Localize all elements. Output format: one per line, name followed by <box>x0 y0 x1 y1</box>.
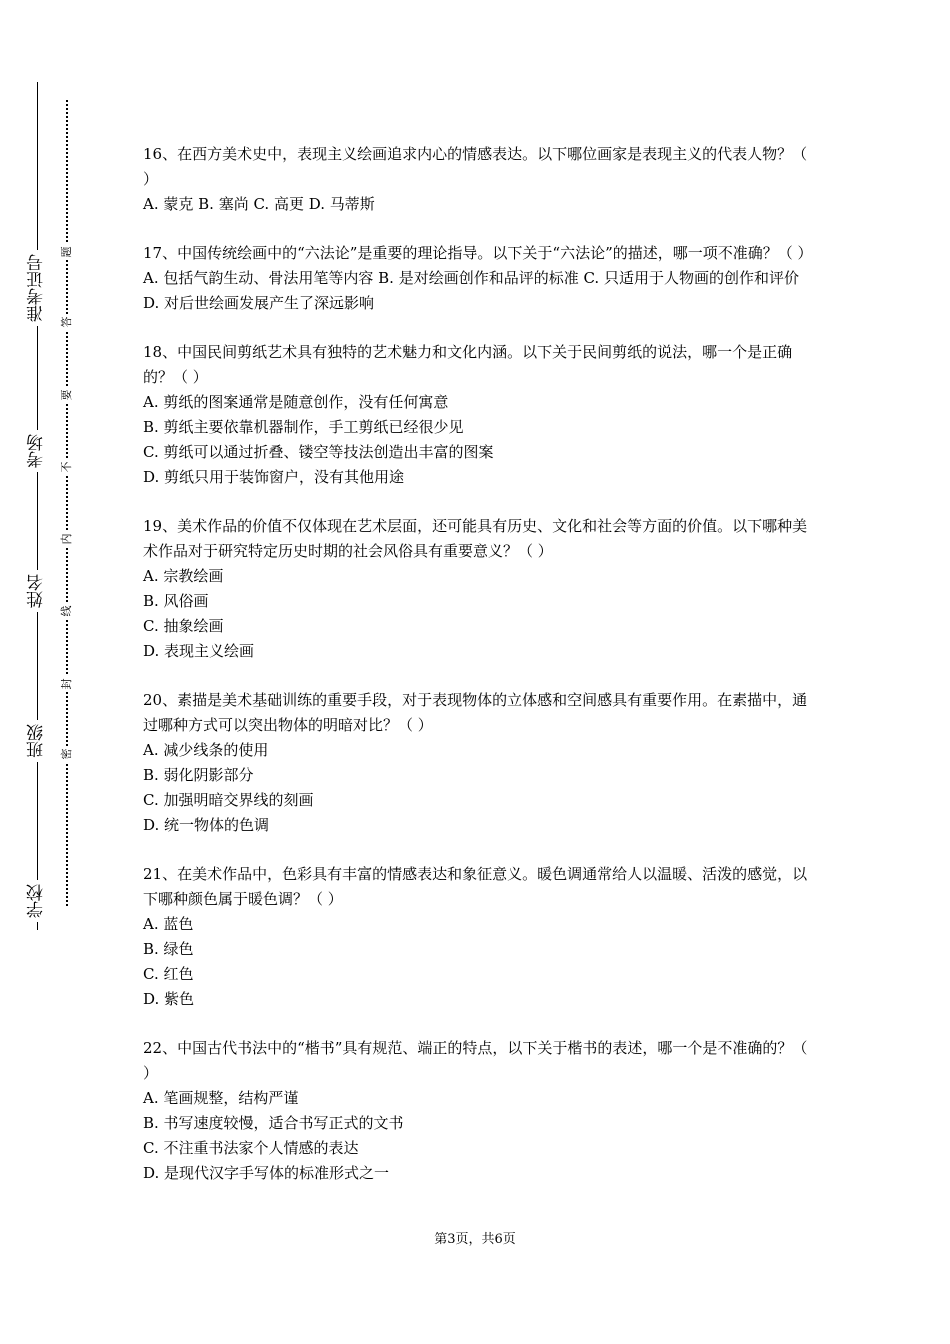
binding-solid-line <box>37 82 38 930</box>
seal-char-bu: 不 <box>59 459 75 475</box>
question-21 <box>143 862 813 1012</box>
option-b: B. 风俗画 <box>143 592 209 610</box>
option-d: D. 剪纸只用于装饰窗户，没有其他用途 <box>143 468 405 486</box>
page-number: 第3页，共6页 <box>434 1232 516 1247</box>
option-d: D. 表现主义绘画 <box>143 642 255 660</box>
option-a: A. 笔画规整，结构严谨 <box>143 1089 299 1107</box>
option-b: B. 书写速度较慢，适合书写正式的文书 <box>143 1114 404 1132</box>
field-exam-number-label: 准考证号 <box>22 250 52 326</box>
option-a: A. 蓝色 <box>143 915 194 933</box>
question-stem: 22、中国古代书法中的“楷书”具有规范、端正的特点，以下关于楷书的表述，哪一个是不准确的？（ ） <box>143 1039 808 1082</box>
question-stem: 19、美术作品的价值不仅体现在艺术层面，还可能具有历史、文化和社会等方面的价值。以下哪种美术作品对于研究特定历史时期的社会风俗具有重要意义？（ ） <box>143 517 808 560</box>
option-d: D. 是现代汉字手写体的标准形式之一 <box>143 1164 390 1182</box>
field-name-label: 姓名 <box>22 570 52 612</box>
question-19 <box>143 514 813 664</box>
question-stem: 16、在西方美术史中，表现主义绘画追求内心的情感表达。以下哪位画家是表现主义的代表人物？（ ） <box>143 145 808 188</box>
option-b: B. 剪纸主要依靠机器制作，手工剪纸已经很少见 <box>143 418 464 436</box>
question-17 <box>143 241 813 316</box>
question-stem: 18、中国民间剪纸艺术具有独特的艺术魅力和文化内涵。以下关于民间剪纸的说法，哪一个是正确的？（ ） <box>143 343 793 386</box>
seal-char-xian: 线 <box>59 603 75 619</box>
option-a: A. 减少线条的使用 <box>143 741 269 759</box>
option-d: D. 统一物体的色调 <box>143 816 270 834</box>
question-options: A. 蒙克 B. 塞尚 C. 高更 D. 马蒂斯 <box>143 195 375 213</box>
field-class-label: 班级 <box>22 720 52 762</box>
option-c: C. 不注重书法家个人情感的表达 <box>143 1139 359 1157</box>
seal-char-ti: 题 <box>59 244 75 260</box>
option-a: A. 宗教绘画 <box>143 567 224 585</box>
field-school-label: 学校 <box>22 880 52 922</box>
seal-char-feng: 封 <box>59 676 75 692</box>
option-c: C. 抽象绘画 <box>143 617 224 635</box>
question-18 <box>143 340 813 490</box>
option-a: A. 剪纸的图案通常是随意创作，没有任何寓意 <box>143 393 449 411</box>
question-22 <box>143 1036 813 1186</box>
option-b: B. 弱化阴影部分 <box>143 766 254 784</box>
question-stem: 21、在美术作品中，色彩具有丰富的情感表达和象征意义。暖色调通常给人以温暖、活泼的感觉，以下哪种颜色属于暖色调？（ ） <box>143 865 808 908</box>
question-stem: 20、素描是美术基础训练的重要手段，对于表现物体的立体感和空间感具有重要作用。在素描中，通过哪种方式可以突出物体的明暗对比？（ ） <box>143 691 808 734</box>
seal-char-mi: 密 <box>59 746 75 762</box>
option-c: C. 加强明暗交界线的刻画 <box>143 791 314 809</box>
seal-char-nei: 内 <box>59 531 75 547</box>
question-16 <box>143 142 813 217</box>
question-20 <box>143 688 813 838</box>
binding-margin <box>0 0 100 1344</box>
option-b: B. 绿色 <box>143 940 194 958</box>
field-exam-room-label: 考场 <box>22 430 52 472</box>
seal-char-yao: 要 <box>59 387 75 403</box>
option-c: C. 红色 <box>143 965 194 983</box>
option-c: C. 剪纸可以通过折叠、镂空等技法创造出丰富的图案 <box>143 443 494 461</box>
question-options: A. 包括气韵生动、骨法用笔等内容 B. 是对绘画创作和品评的标准 C. 只适用于人物画的创作和评价 D. 对后世绘画发展产生了深远影响 <box>143 269 799 312</box>
option-d: D. 紫色 <box>143 990 195 1008</box>
seal-char-da: 答 <box>59 314 75 330</box>
question-list <box>143 142 813 1210</box>
seal-dotted-line <box>66 100 68 906</box>
question-stem: 17、中国传统绘画中的“六法论”是重要的理论指导。以下关于“六法论”的描述，哪一项不准确？（ ） <box>143 244 813 262</box>
